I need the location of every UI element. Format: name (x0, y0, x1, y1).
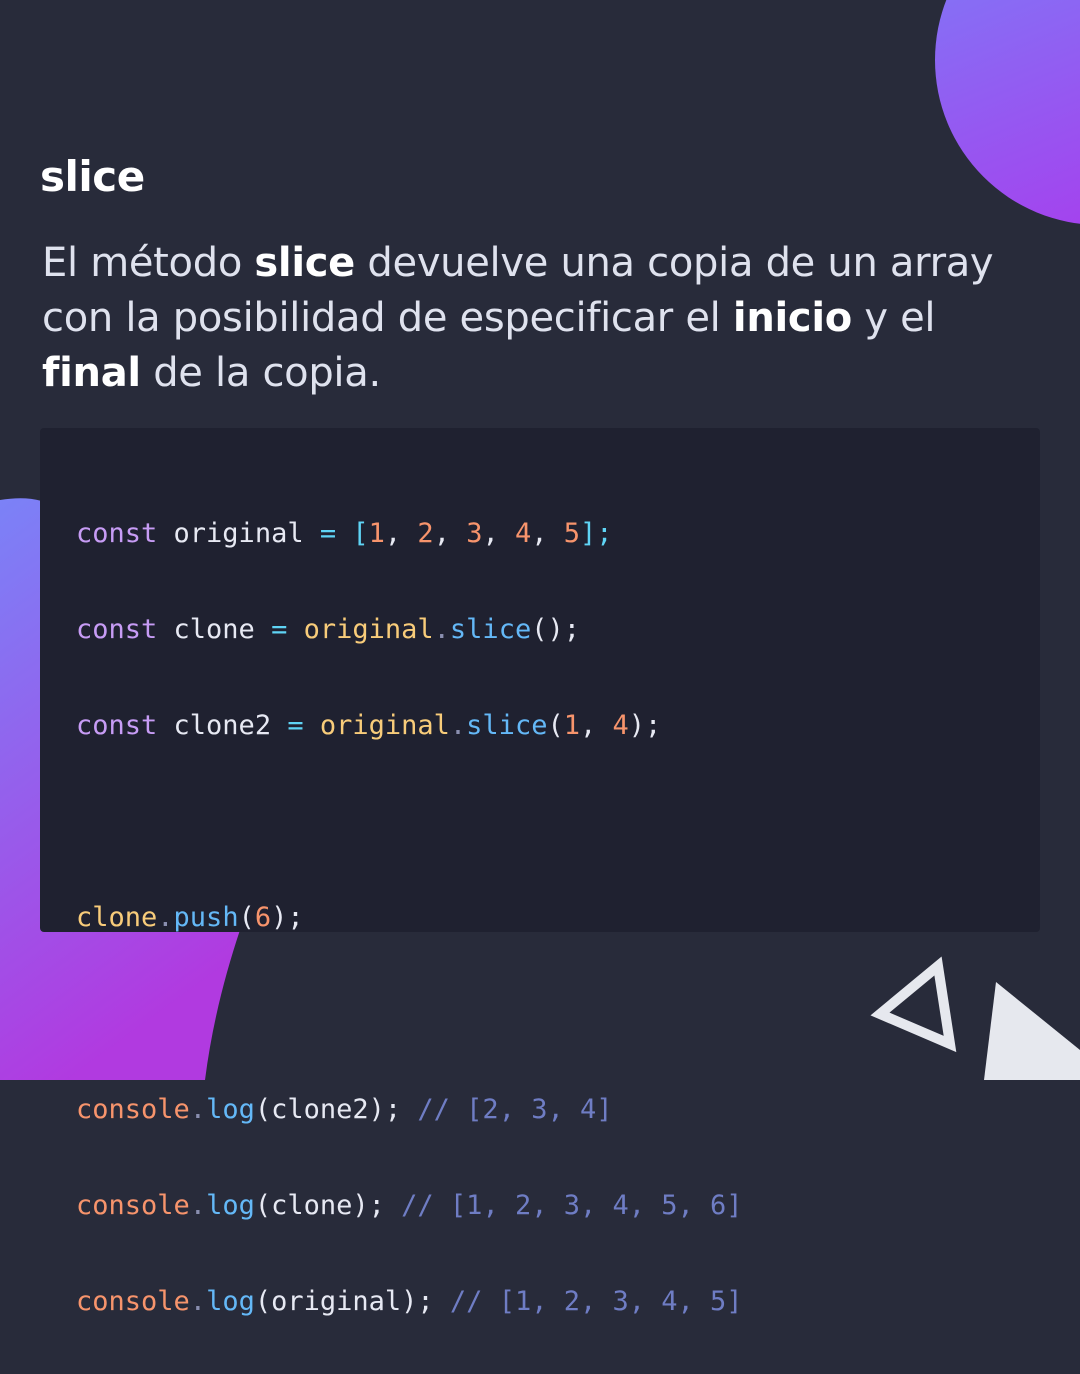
code-line-7: console.log(original); // [1, 2, 3, 4, 5] (76, 1286, 743, 1317)
description-bold-inicio: inicio (732, 295, 852, 341)
description (42, 236, 1042, 401)
description-text-1: El método (42, 240, 255, 286)
code-line-blank-2 (76, 990, 743, 1038)
description-bold-slice: slice (254, 240, 355, 286)
description-bold-final: final (42, 350, 141, 396)
code-line-2: const clone = original.slice(); (76, 614, 580, 645)
code-line-3: const clone2 = original.slice(1, 4); (76, 710, 662, 741)
code-line-1: const original = [1, 2, 3, 4, 5]; (76, 518, 613, 549)
description-text-3: y el (851, 295, 936, 341)
code-snippet (76, 462, 743, 1374)
code-line-5: console.log(clone2); // [2, 3, 4] (76, 1094, 613, 1125)
outline-triangle-icon (880, 966, 950, 1044)
solid-triangle-icon (984, 982, 1080, 1080)
code-line-blank-1 (76, 798, 743, 846)
code-line-4: clone.push(6); (76, 902, 304, 933)
page-title: slice (40, 152, 145, 201)
description-text-2: devuelve una copia de un array con la posibilidad de especificar el (42, 240, 994, 341)
top-right-blob (935, 0, 1080, 225)
description-text-4: de la copia. (140, 350, 381, 396)
code-line-6: console.log(clone); // [1, 2, 3, 4, 5, 6] (76, 1190, 743, 1221)
